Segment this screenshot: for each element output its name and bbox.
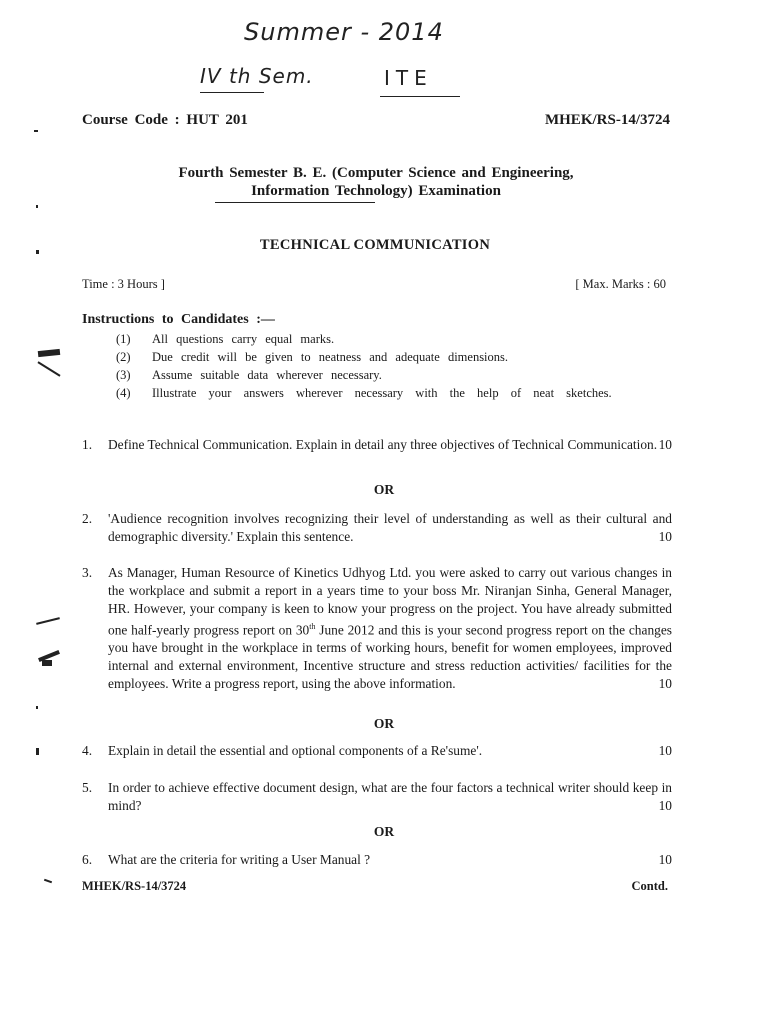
title-underline bbox=[215, 202, 375, 203]
paper-code: MHEK/RS-14/3724 bbox=[544, 112, 670, 128]
scan-speck bbox=[36, 250, 39, 254]
handwritten-branch-underline bbox=[380, 96, 460, 97]
instruction-item bbox=[116, 366, 612, 384]
instruction-number: (2) bbox=[116, 350, 131, 364]
scan-speck bbox=[36, 205, 38, 208]
footer-paper-code: MHEK/RS-14/3724 bbox=[82, 879, 187, 893]
handwritten-session: Summer - 2014 bbox=[244, 18, 444, 46]
scan-speck bbox=[37, 361, 60, 376]
question-3 bbox=[82, 564, 672, 693]
scan-speck bbox=[36, 706, 38, 709]
question-5 bbox=[82, 779, 672, 815]
instruction-number: (4) bbox=[116, 386, 131, 400]
scan-speck bbox=[42, 660, 52, 666]
question-text: What are the criteria for writing a User Manual ? bbox=[108, 852, 371, 867]
scan-speck bbox=[36, 617, 60, 625]
exam-title-line2: Information Technology) Examination bbox=[251, 183, 501, 199]
question-4 bbox=[82, 742, 672, 760]
question-text: In order to achieve effective document design, what are the four factors a technical writer should keep in mind? bbox=[108, 780, 672, 813]
scan-speck bbox=[34, 130, 38, 132]
question-marks: 10 bbox=[658, 529, 672, 544]
question-1 bbox=[82, 436, 672, 454]
instruction-item bbox=[116, 384, 612, 402]
ordinal-suffix: th bbox=[309, 622, 316, 631]
instruction-number: (3) bbox=[116, 368, 131, 382]
question-marks: 10 bbox=[658, 798, 672, 813]
instruction-text: Assume suitable data wherever necessary. bbox=[152, 368, 382, 382]
handwritten-semester-underline bbox=[200, 92, 264, 93]
question-2 bbox=[82, 510, 672, 546]
exam-time: Time : 3 Hours ] bbox=[82, 277, 165, 291]
subject-title: TECHNICAL COMMUNICATION bbox=[259, 237, 491, 253]
instructions-list bbox=[116, 330, 612, 402]
scan-speck bbox=[38, 349, 61, 357]
question-text: Explain in detail the essential and optional components of a Re'sume'. bbox=[108, 743, 483, 758]
question-number: 5. bbox=[82, 780, 93, 795]
or-separator: OR bbox=[373, 716, 395, 731]
instructions-heading: Instructions to Candidates :— bbox=[82, 312, 275, 327]
exam-title-line1: Fourth Semester B. E. (Computer Science and Engineering, bbox=[178, 165, 574, 181]
question-number: 6. bbox=[82, 852, 93, 867]
question-number: 2. bbox=[82, 511, 93, 526]
instruction-text: Due credit will be given to neatness and adequate dimensions. bbox=[152, 350, 509, 364]
or-separator: OR bbox=[373, 482, 395, 497]
question-number: 4. bbox=[82, 743, 93, 758]
question-6 bbox=[82, 851, 672, 869]
instruction-text: Illustrate your answers wherever necessary with the help of neat sketches. bbox=[152, 386, 612, 400]
course-code: Course Code : HUT 201 bbox=[82, 112, 248, 128]
question-marks: 10 bbox=[658, 437, 672, 452]
scan-speck bbox=[44, 879, 52, 884]
question-text: 'Audience recognition involves recognizing their level of understanding as well as their cultural and demographic diversity.' Explain this sentence. bbox=[108, 511, 672, 544]
instruction-number: (1) bbox=[116, 332, 131, 346]
question-text-continued: June 2012 and this is your second progress report on the changes you have brought in the workplace in terms of working hours, benefit for women employees, improved internal and external environment, Incentive structure and stress reduction activities/ facilities for the employees. Write a progress report, using the above information. bbox=[108, 622, 672, 692]
max-marks: [ Max. Marks : 60 bbox=[575, 277, 666, 291]
footer-contd: Contd. bbox=[631, 879, 668, 893]
question-marks: 10 bbox=[658, 852, 672, 867]
scan-speck bbox=[36, 748, 39, 755]
handwritten-semester: IV th Sem. bbox=[200, 64, 314, 88]
question-number: 3. bbox=[82, 565, 93, 580]
question-text: Define Technical Communication. Explain in detail any three objectives of Technical Communication. bbox=[108, 437, 658, 452]
handwritten-branch: ITE bbox=[384, 66, 433, 90]
question-text: As Manager, Human Resource of Kinetics Udhyog Ltd. you were asked to carry out various changes in the workplace and submit a report in a years time to your boss Mr. Niranjan Sinha, General Manager, HR. However, your company is keen to know your progress on the project. You have already submitted one half-yearly progress report on 30 bbox=[108, 565, 672, 638]
instruction-item bbox=[116, 348, 612, 366]
or-separator: OR bbox=[373, 824, 395, 839]
question-marks: 10 bbox=[658, 743, 672, 758]
question-number: 1. bbox=[82, 437, 93, 452]
instruction-text: All questions carry equal marks. bbox=[152, 332, 335, 346]
question-marks: 10 bbox=[658, 676, 672, 692]
instruction-item bbox=[116, 330, 612, 348]
